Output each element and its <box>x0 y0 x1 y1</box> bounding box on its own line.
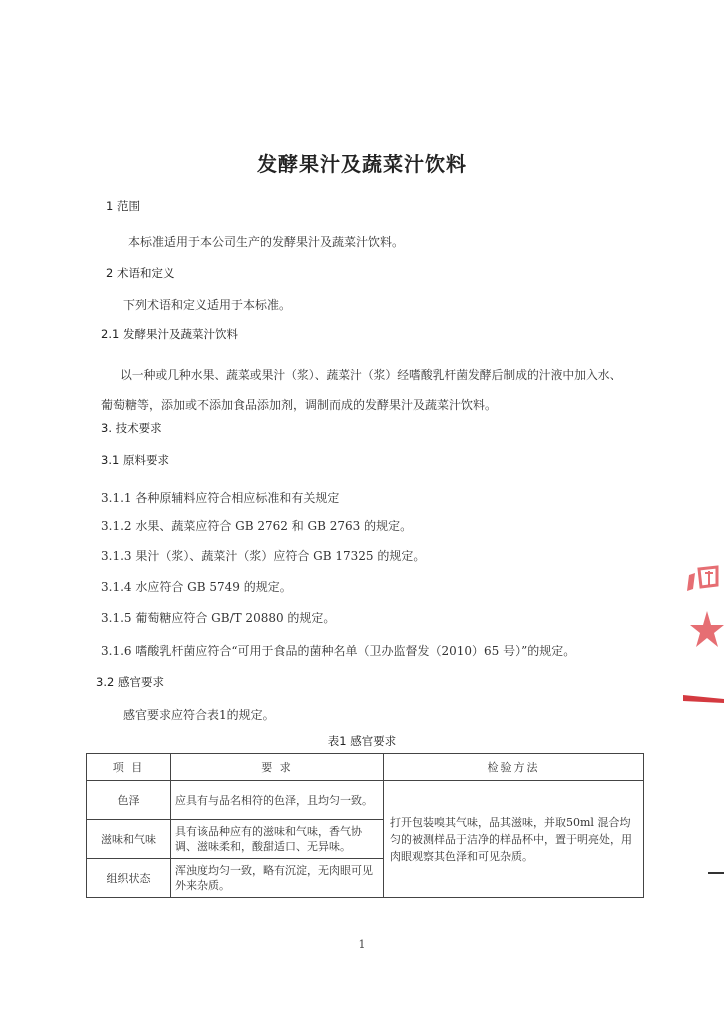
clause-3-1-6: 3.1.6 嗜酸乳杆菌应符合“可用于食品的菌种名单（卫办监督发（2010）65 号）”的规定。 <box>101 644 576 658</box>
section-3-2-text: 感官要求应符合表1的规定。 <box>123 708 275 722</box>
row-requirement-taste: 具有该品种应有的滋味和气味，香气协调、滋味柔和，酸甜适口、无异味。 <box>171 820 384 859</box>
clause-3-1-3: 3.1.3 果汁（浆）、蔬菜汁（浆）应符合 GB 17325 的规定。 <box>101 549 426 563</box>
section-2-1-text-line1: 以一种或几种水果、蔬菜或果汁（浆）、蔬菜汁（浆）经嗜酸乳杆菌发酵后制成的汁液中加入水、 <box>120 368 622 382</box>
section-3-heading: 3. 技术要求 <box>101 421 162 435</box>
row-item-texture: 组织状态 <box>87 859 171 898</box>
table-caption: 表1 感官要求 <box>327 734 397 748</box>
section-3-2-heading: 3.2 感官要求 <box>96 675 164 689</box>
row-requirement-color: 应具有与品名相符的色泽，且均匀一致。 <box>171 781 384 820</box>
header-requirement: 要 求 <box>171 754 384 781</box>
seal-stamp-icon <box>681 545 724 715</box>
table-header-row <box>87 754 644 781</box>
section-1-text: 本标准适用于本公司生产的发酵果汁及蔬菜汁饮料。 <box>128 235 405 249</box>
row-requirement-texture: 浑浊度均匀一致，略有沉淀，无肉眼可见外来杂质。 <box>171 859 384 898</box>
document-title: 发酵果汁及蔬菜汁饮料 <box>257 152 467 176</box>
clause-3-1-4: 3.1.4 水应符合 GB 5749 的规定。 <box>101 580 292 594</box>
section-1-heading: 1 范围 <box>106 199 140 213</box>
row-item-color: 色泽 <box>87 781 171 820</box>
edge-mark <box>708 872 724 874</box>
inspection-method: 打开包装嗅其气味，品其滋味，并取50ml 混合均匀的被测样品于洁净的样品杯中，置于明亮处，用肉眼观察其色泽和可见杂质。 <box>384 781 644 898</box>
section-2-heading: 2 术语和定义 <box>106 266 175 280</box>
header-item: 项 目 <box>87 754 171 781</box>
header-method: 检验方法 <box>384 754 644 781</box>
clause-3-1-1: 3.1.1 各种原辅料应符合相应标准和有关规定 <box>101 491 340 505</box>
section-2-1-text-line2: 葡萄糖等，添加或不添加食品添加剂，调制而成的发酵果汁及蔬菜汁饮料。 <box>101 398 498 412</box>
section-2-1-heading: 2.1 发酵果汁及蔬菜汁饮料 <box>101 327 238 341</box>
page-number: 1 <box>358 938 366 951</box>
clause-3-1-2: 3.1.2 水果、蔬菜应符合 GB 2762 和 GB 2763 的规定。 <box>101 519 413 533</box>
section-2-text: 下列术语和定义适用于本标准。 <box>123 298 292 312</box>
clause-3-1-5: 3.1.5 葡萄糖应符合 GB/T 20880 的规定。 <box>101 611 336 625</box>
row-item-taste: 滋味和气味 <box>87 820 171 859</box>
sensory-requirements-table <box>86 753 644 898</box>
table-row <box>87 781 644 820</box>
section-3-1-heading: 3.1 原料要求 <box>101 453 169 467</box>
seal-stamp-fragment <box>681 545 724 715</box>
